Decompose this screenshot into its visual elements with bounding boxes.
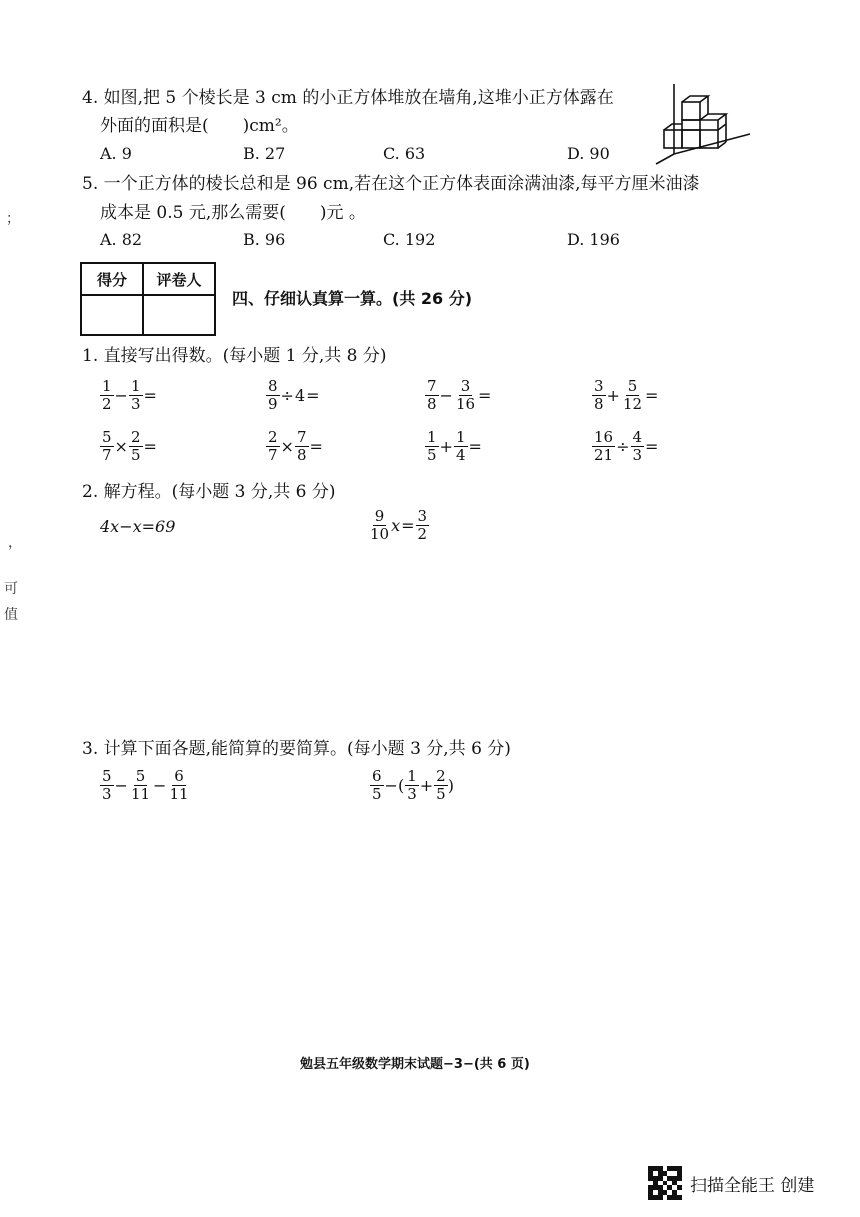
grader-header: 评卷人 [143, 263, 215, 295]
calc-2-3: $\frac{1}{5}$ + $\frac{1}{4}$ = [427, 428, 482, 464]
margin-mark-2: ， [8, 535, 22, 551]
section-4-title: 四、仔细认真算一算。(共 26 分) [232, 289, 473, 308]
scanner-watermark [648, 1166, 814, 1200]
cube-stack-figure [652, 80, 752, 166]
part3-title: 3. 计算下面各题,能简算的要简算。(每小题 3 分,共 6 分) [82, 739, 511, 759]
part1-title: 1. 直接写出得数。(每小题 1 分,共 8 分) [82, 346, 387, 366]
part2-title: 2. 解方程。(每小题 3 分,共 6 分) [82, 482, 336, 502]
margin-mark-1: ； [6, 211, 20, 227]
q5-line2: 成本是 0.5 元,那么需要( )元 。 [100, 203, 366, 223]
q4-line2: 外面的面积是( )cm²。 [100, 116, 299, 136]
q5-option-c: C. 192 [383, 230, 436, 249]
qr-code-icon [648, 1166, 682, 1200]
q5-option-a: A. 82 [100, 230, 143, 249]
score-header: 得分 [81, 263, 143, 295]
equation-2: $\frac{9}{10}$ x = $\frac{3}{2}$ [370, 507, 428, 543]
q5-line1: 5. 一个正方体的棱长总和是 96 cm,若在这个正方体表面涂满油漆,每平方厘米油漆 [82, 174, 700, 194]
q5-option-b: B. 96 [243, 230, 286, 249]
q4-option-a: A. 9 [100, 144, 132, 163]
q4-option-c: C. 63 [383, 144, 426, 163]
calc-1-3: $\frac{7}{8}$ − $\frac{3}{16}$ = [427, 377, 492, 413]
q4-option-d: D. 90 [567, 144, 610, 163]
calc-1-1: $\frac{1}{2}$ − $\frac{1}{3}$ = [102, 377, 157, 413]
score-table [80, 262, 216, 336]
grader-cell[interactable] [143, 295, 215, 335]
page-footer: 勉县五年级数学期末试题−3−(共 6 页) [300, 1057, 530, 1072]
q5-option-d: D. 196 [567, 230, 620, 249]
calc-1-2: $\frac{8}{9}$ ÷ 4 = [268, 377, 320, 413]
calc-2-4: $\frac{16}{21}$ ÷ $\frac{4}{3}$ = [594, 428, 659, 464]
q4-option-b: B. 27 [243, 144, 286, 163]
simplify-expr-2: $\frac{6}{5}$ −( $\frac{1}{3}$ + $\frac{2}{5}$ ) [372, 767, 454, 803]
calc-1-4: $\frac{3}{8}$ + $\frac{5}{12}$ = [594, 377, 659, 413]
scanner-label: 扫描全能王 创建 [690, 1175, 815, 1196]
calc-2-1: $\frac{5}{7}$ × $\frac{2}{5}$ = [102, 428, 157, 464]
margin-mark-4: 值 [4, 607, 18, 623]
simplify-expr-1: $\frac{5}{3}$ − $\frac{5}{11}$ − $\frac{6}{11}$ [102, 767, 189, 803]
score-cell[interactable] [81, 295, 143, 335]
margin-mark-3: 可 [4, 581, 18, 597]
equation-1: 4x−x=69 [100, 517, 176, 536]
calc-2-2: $\frac{2}{7}$ × $\frac{7}{8}$ = [268, 428, 323, 464]
q4-line1: 4. 如图,把 5 个棱长是 3 cm 的小正方体堆放在墙角,这堆小正方体露在 [82, 88, 614, 108]
